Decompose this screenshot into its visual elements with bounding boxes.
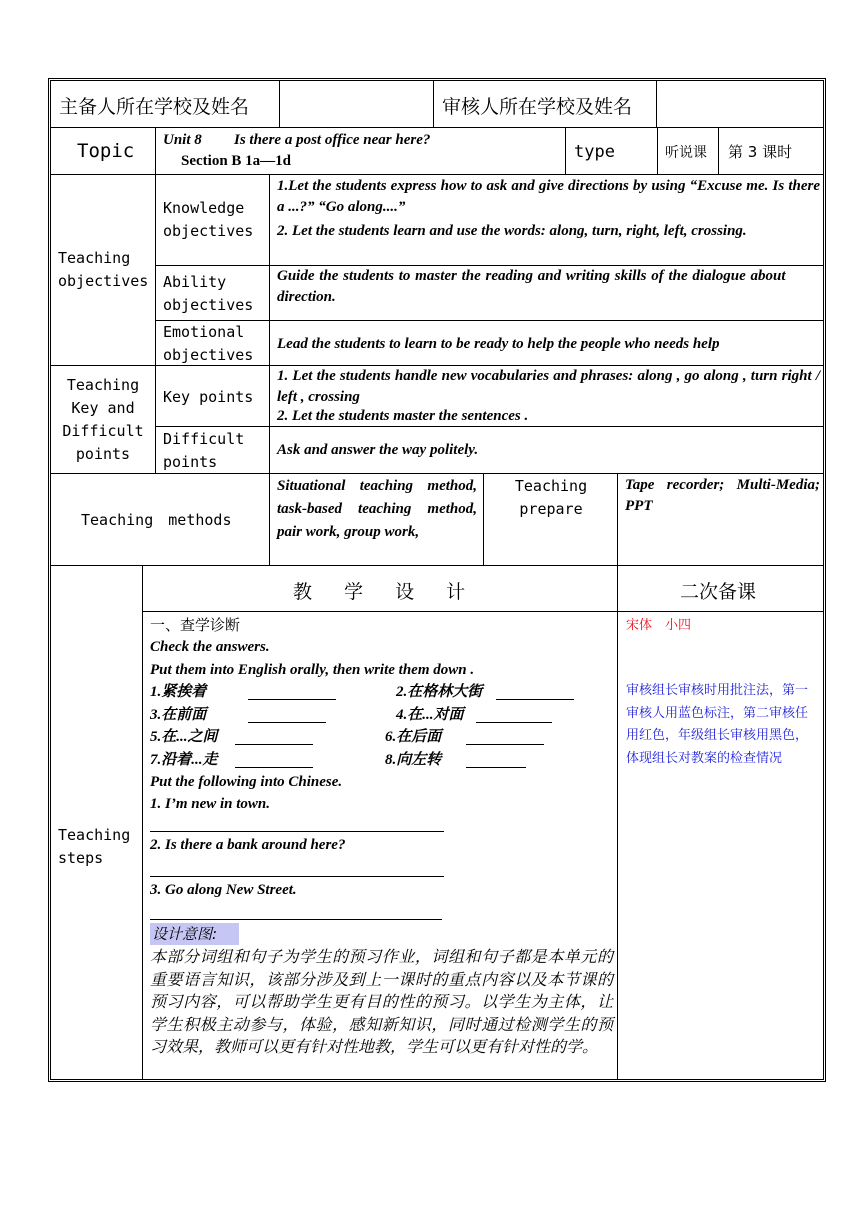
difficult-label: Difficult points [163, 430, 245, 471]
knowledge-label-cell [155, 174, 270, 266]
key-point-2: 2. Let the students master the sentences . [277, 408, 529, 424]
lesson-cell [718, 127, 824, 175]
phrase-item: 2.在格林大街 [396, 684, 483, 700]
section-title: Section B 1a—1d [181, 153, 292, 169]
ability-objective: Guide the students to master the reading and writing skills of the dialogue about direction. [277, 268, 786, 305]
sentence-blank[interactable] [150, 831, 444, 832]
emotional-label-cell [155, 320, 270, 366]
phrase-item: 5.在...之间 [150, 729, 218, 745]
difficult-label-cell [155, 426, 270, 474]
chinese-instruction: Put the following into Chinese. [150, 774, 343, 790]
emotional-objective: Lead the students to learn to be ready to help the people who needs help [277, 336, 720, 352]
phrase-item: 1.紧挨着 [150, 684, 207, 700]
steps-label-cell [50, 565, 143, 1080]
phrase-blank[interactable] [248, 699, 336, 700]
prep-label: 主备人所在学校及姓名 [59, 96, 250, 118]
english-instruction: Put them into English orally, then write them down . [150, 662, 475, 678]
unit-title: Is there a post office near here? [234, 132, 431, 148]
emotional-text-cell [269, 320, 824, 366]
lesson-number: 第 3 课时 [728, 143, 793, 161]
emotional-label: Emotional objectives [163, 323, 254, 364]
phrase-item: 3.在前面 [150, 707, 207, 723]
type-label-cell [565, 127, 658, 175]
sentence-item: 2. Is there a bank around here? [150, 837, 346, 853]
topic-title-cell [155, 127, 566, 175]
phrase-blank[interactable] [235, 744, 313, 745]
review-name-cell[interactable] [656, 80, 824, 128]
topic-label-cell [50, 127, 156, 175]
topic-label: Topic [77, 140, 135, 162]
methods-label: Teaching methods [81, 511, 232, 529]
key-label: Key points [163, 388, 254, 406]
prep-label-cell [50, 80, 280, 128]
phrase-item: 7.沿着...走 [150, 752, 218, 768]
second-prep-content-cell [617, 611, 824, 1080]
knowledge-objective-2: 2. Let the students learn and use the words: along, turn, right, left, crossing. [277, 223, 747, 239]
difficult-point: Ask and answer the way politely. [277, 442, 479, 458]
methods-label-cell [50, 473, 270, 566]
keypoints-label-cell [50, 365, 156, 474]
sentence-item: 3. Go along New Street. [150, 882, 297, 898]
sentence-blank[interactable] [150, 919, 442, 920]
phrase-blank[interactable] [496, 699, 574, 700]
objectives-label-cell [50, 174, 156, 366]
review-label: 审核人所在学校及姓名 [442, 96, 633, 118]
prep-name-cell[interactable] [279, 80, 434, 128]
design-intent-text: 本部分词组和句子为学生的预习作业，词组和句子都是本单元的重要语言知识，该部分涉及到上一课时的重点内容以及本节课的预习内容，可以帮助学生更有目的性的预习。以学生为主体，让学生积极主动参与，体验，感知新知识，同时通过检测学生的预习效果，教师可以更有针对性地教，学生可以更有针对性的学。 [150, 947, 613, 1057]
second-header-cell [617, 565, 824, 612]
key-text-cell [269, 365, 824, 427]
ability-label-cell [155, 265, 270, 321]
phrase-blank[interactable] [235, 767, 313, 768]
methods-text-cell [269, 473, 484, 566]
methods-text: Situational teaching method, task-based teaching method, pair work, group work, [277, 478, 477, 540]
design-header-cell [142, 565, 618, 612]
difficult-text-cell [269, 426, 824, 474]
review-note: 审核组长审核时用批注法，第一审核人用蓝色标注，第二审核任用红色，年级组长审核用黑色，体现组长对教案的检查情况 [626, 683, 809, 766]
design-content-cell [142, 611, 618, 1080]
review-label-cell [433, 80, 657, 128]
prepare-label-cell [483, 473, 618, 566]
objectives-label: Teaching objectives [58, 249, 149, 290]
second-prep-header: 二次备课 [680, 581, 757, 603]
section-title: 一、查学诊断 [150, 616, 241, 634]
type-value: 听说课 [665, 145, 707, 161]
phrase-blank[interactable] [466, 767, 526, 768]
phrase-blank[interactable] [466, 744, 544, 745]
design-header: 教 学 设 计 [293, 581, 468, 603]
ability-text-cell [269, 265, 824, 321]
steps-label: Teaching steps [58, 826, 131, 867]
sentence-blank[interactable] [150, 876, 444, 877]
design-intent-label: 设计意图: [150, 923, 239, 945]
font-note: 宋体 小四 [626, 618, 692, 633]
key-point-1: 1. Let the students handle new vocabularies and phrases: along , go along , turn right / left , crossing [277, 368, 820, 405]
unit-number: Unit 8 [163, 132, 202, 148]
sentence-item: 1. I’m new in town. [150, 796, 271, 812]
phrase-item: 4.在...对面 [396, 707, 464, 723]
prepare-text: Tape recorder; Multi-Media; PPT [625, 477, 820, 514]
check-instruction: Check the answers. [150, 639, 270, 655]
prepare-text-cell [617, 473, 824, 566]
phrase-item: 6.在后面 [385, 729, 442, 745]
key-label-cell [155, 365, 270, 427]
type-value-cell [657, 127, 719, 175]
keypoints-label: Teaching Key and Difficult points [62, 376, 144, 463]
phrase-blank[interactable] [476, 722, 552, 723]
knowledge-text-cell [269, 174, 824, 266]
phrase-blank[interactable] [248, 722, 326, 723]
knowledge-objective-1: 1.Let the students express how to ask and give directions by using “Excuse me. Is there a ...?” “Go along....” [277, 178, 820, 215]
knowledge-label: Knowledge objectives [163, 199, 254, 240]
phrase-item: 8.向左转 [385, 752, 442, 768]
prepare-label: Teaching prepare [514, 477, 588, 518]
ability-label: Ability objectives [163, 273, 254, 314]
type-label: type [574, 142, 615, 162]
